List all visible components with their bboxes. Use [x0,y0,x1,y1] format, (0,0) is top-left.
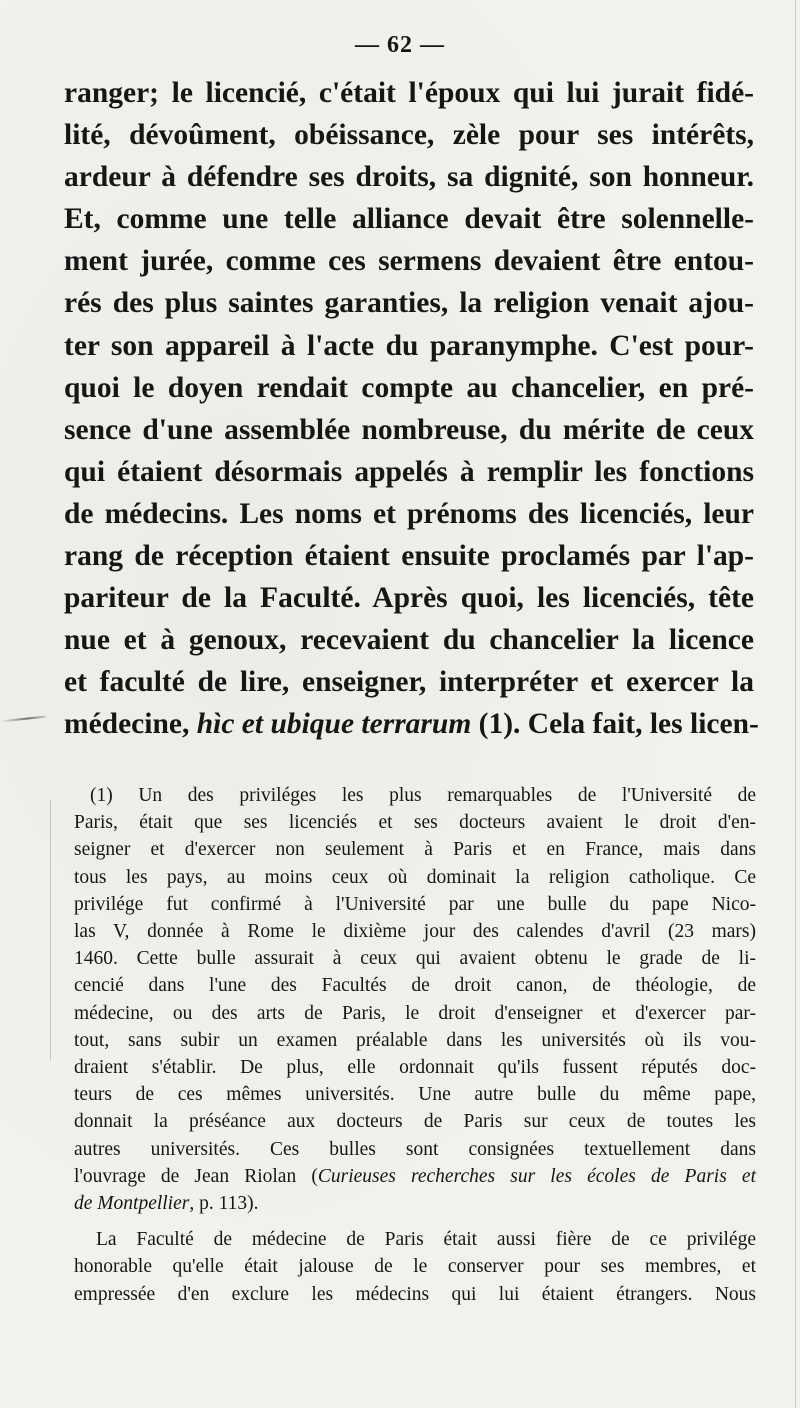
footnote-continuation [74,1226,756,1308]
footnote-line: seigner et d'exercer non seulement à Paris et en France, mais dans [74,839,756,861]
footnote-line: cencié dans l'une des Facultés de droit canon, de théologie, de [74,975,756,997]
footnote-block [74,782,756,1308]
margin-pencil-mark [0,716,46,723]
footnote-line: autres universités. Ces bulles sont consignées textuellement dans [74,1138,756,1160]
footnote-line: tous les pays, au moins ceux où dominait la religion catholique. Ce [74,866,756,888]
text-line: quoi le doyen rendait compte au chancelier, en pré- [64,371,754,404]
footnote-1 [74,782,756,1217]
footnote-line: teurs de ces mêmes universités. Une autre bulle du même pape, [74,1084,756,1106]
text-fragment: (1). Cela fait, les licen- [471,708,759,741]
text-line: nue et à genoux, recevaient du chancelier la licence [64,624,754,657]
text-line: ter son appareil à l'acte du paranymphe. C'est pour- [64,329,754,362]
text-line: qui étaient désormais appelés à remplir les fonctions [64,455,754,488]
text-fragment: , p. 113). [189,1193,259,1215]
text-line: rang de réception étaient ensuite proclamés par l'ap- [64,540,754,573]
text-line: rés des plus saintes garanties, la religion venait ajou- [64,287,754,320]
text-line: ardeur à défendre ses droits, sa dignité, son honneur. [64,161,754,194]
text-line-last [64,703,759,745]
page-number: — 62 — [355,32,445,58]
text-line: lité, dévoûment, obéissance, zèle pour ses intérêts, [64,119,754,152]
text-fragment: l'ouvrage de Jean Riolan ( [74,1165,318,1187]
footnote-line-citation [74,1163,756,1190]
text-line: pariteur de la Faculté. Après quoi, les licenciés, tête [64,582,754,615]
book-title: de Montpellier [74,1193,190,1215]
text-line: de médecins. Les noms et prénoms des licenciés, leur [64,497,754,530]
footnote-line: donnait la préséance aux docteurs de Paris sur ceux de toutes les [74,1111,756,1133]
footnote-line: empressée d'en exclure les médecins qui lui étaient étrangers. Nous [74,1283,756,1305]
main-text [64,72,759,746]
footnote-line: las V, donnée à Rome le dixième jour des calendes d'avril (23 mars) [74,921,756,943]
footnote-line: honorable qu'elle était jalouse de le conserver pour ses membres, et [74,1256,756,1278]
footnote-line: 1460. Cette bulle assurait à ceux qui avaient obtenu le grade de li- [74,948,756,970]
footnote-line: tout, sans subir un examen préalable dans les universités où ils vou- [74,1029,756,1051]
footnote-line: La Faculté de médecine de Paris était aussi fière de ce privilége [96,1229,756,1251]
footnote-line: draient s'établir. De plus, elle ordonnait qu'ils fussent réputés doc- [74,1057,756,1079]
text-line: ment jurée, comme ces sermens devaient être entou- [64,245,754,278]
book-title: Curieuses recherches sur les écoles de Paris et [317,1165,757,1187]
footnote-line: (1) Un des priviléges les plus remarquables de l'Université de [90,785,756,806]
text-fragment: médecine, [64,708,197,741]
margin-rule [50,800,51,1060]
footnote-line-citation-end [74,1190,756,1217]
text-line: sence d'une assemblée nombreuse, du mérite de ceux [64,413,754,446]
latin-phrase: hìc et ubique terrarum [196,708,472,741]
text-line: et faculté de lire, enseigner, interpréter et exercer la [64,666,754,699]
footnote-line: Paris, était que ses licenciés et ses docteurs avaient le droit d'en- [74,812,756,834]
footnote-line: privilége fut confirmé à l'Université par une bulle du pape Nico- [74,893,756,915]
footnote-line: médecine, ou des arts de Paris, le droit d'enseigner et d'exercer par- [74,1002,756,1024]
text-line: ranger; le licencié, c'était l'époux qui lui jurait fidé- [64,77,754,109]
text-line: Et, comme une telle alliance devait être solennelle- [64,203,754,236]
page-edge [795,0,796,1408]
